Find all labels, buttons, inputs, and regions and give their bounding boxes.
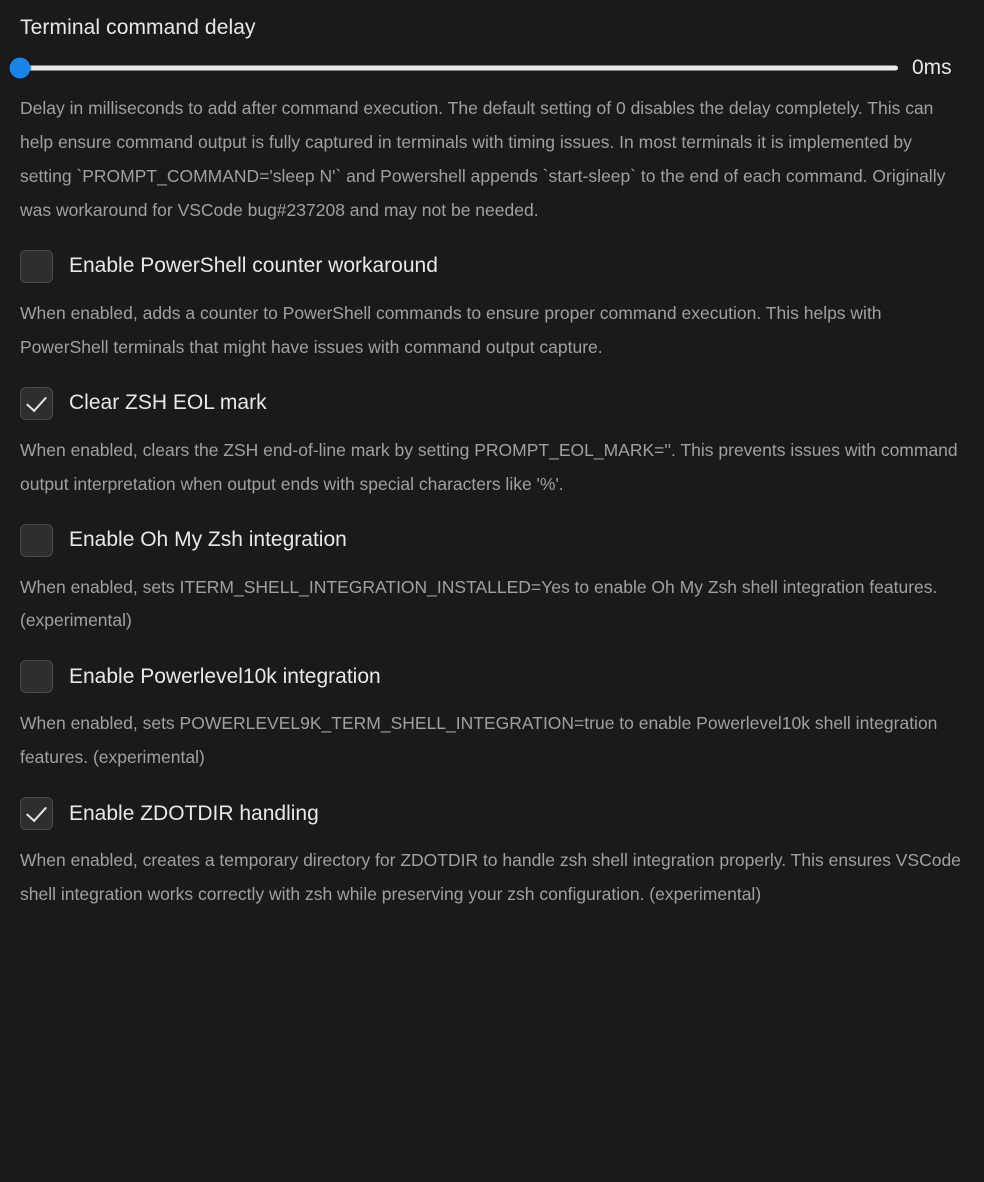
oh-my-zsh-label: Enable Oh My Zsh integration: [69, 528, 347, 551]
oh-my-zsh-description: When enabled, sets ITERM_SHELL_INTEGRATION_INSTALLED=Yes to enable Oh My Zsh shell integration features. (experimental): [20, 576, 938, 631]
powerlevel10k-description: When enabled, sets POWERLEVEL9K_TERM_SHELL_INTEGRATION=true to enable Powerlevel10k shell integration features. (experimental): [20, 713, 938, 768]
powershell-counter-description: When enabled, adds a counter to PowerShell commands to ensure proper command execution. This helps with PowerShell terminals that might have issues with command output capture.: [20, 302, 882, 357]
terminal-command-delay-slider-row: [20, 56, 966, 80]
page-title: Terminal command delay: [20, 16, 256, 39]
setting-row-oh-my-zsh[interactable]: [20, 524, 966, 557]
clear-zsh-eol-checkbox[interactable]: [20, 387, 53, 420]
powershell-counter-label: Enable PowerShell counter workaround: [69, 254, 438, 278]
zdotdir-description: When enabled, creates a temporary directory for ZDOTDIR to handle zsh shell integration properly. This ensures VSCode shell integration works correctly with zsh while preserving your zsh configuration. (experimental): [20, 850, 961, 905]
powerlevel10k-label: Enable Powerlevel10k integration: [69, 664, 381, 688]
setting-row-zdotdir[interactable]: [20, 797, 966, 830]
oh-my-zsh-checkbox[interactable]: [20, 524, 53, 557]
setting-row-powershell-counter[interactable]: [20, 250, 966, 283]
terminal-command-delay-slider[interactable]: [20, 57, 898, 79]
setting-row-clear-zsh-eol[interactable]: [20, 387, 966, 420]
clear-zsh-eol-label: Clear ZSH EOL mark: [69, 391, 267, 415]
slider-value-label: 0ms: [912, 56, 952, 79]
terminal-command-delay-description: Delay in milliseconds to add after command execution. The default setting of 0 disables the delay completely. This can help ensure command output is fully captured in terminals with timing issues. In most terminals it is implemented by setting `PROMPT_COMMAND='sleep N'` and Powershell appends `start-sleep` to the end of each command. Originally was workaround for VSCode bug#237208 and may not be needed.: [20, 98, 946, 220]
powershell-counter-checkbox[interactable]: [20, 250, 53, 283]
zdotdir-checkbox[interactable]: [20, 797, 53, 830]
zdotdir-label: Enable ZDOTDIR handling: [69, 801, 319, 825]
slider-thumb[interactable]: [10, 58, 31, 79]
clear-zsh-eol-description: When enabled, clears the ZSH end-of-line mark by setting PROMPT_EOL_MARK=''. This prevents issues with command output interpretation when output ends with special characters like '%'.: [20, 439, 958, 494]
setting-row-powerlevel10k[interactable]: [20, 660, 966, 693]
powerlevel10k-checkbox[interactable]: [20, 660, 53, 693]
slider-track[interactable]: [20, 66, 898, 71]
